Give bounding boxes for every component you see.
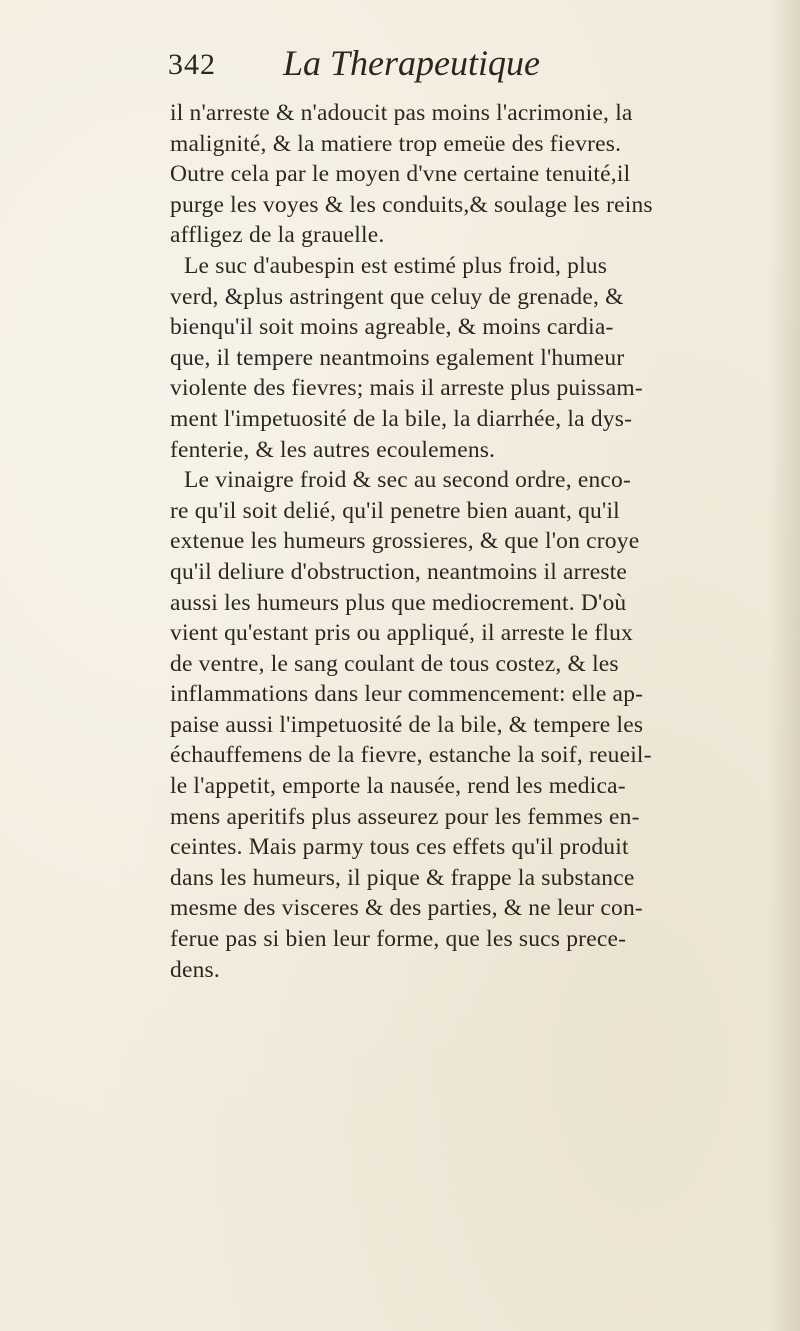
text-line: ferue pas si bien leur forme, que les sucs prece-	[170, 926, 627, 953]
text-line: ment l'impetuosité de la bile, la diarrhée, la dys-	[170, 405, 633, 432]
text-line: mesme des visceres & des parties, & ne leur con-	[170, 895, 643, 922]
text-line: verd, &plus astringent que celuy de grenade, &	[170, 283, 624, 310]
text-line: dens.	[170, 956, 220, 983]
text-line: ceintes. Mais parmy tous ces effets qu'il produit	[170, 834, 629, 861]
text-line: re qu'il soit delié, qu'il penetre bien auant, qu'il	[170, 497, 620, 524]
text-line: purge les voyes & les conduits,& soulage les reins	[170, 191, 653, 218]
text-line: que, il tempere neantmoins egalement l'humeur	[170, 344, 625, 371]
text-line: échauffemens de la fievre, estanche la soif, reueil-	[170, 742, 652, 769]
text-line: inflammations dans leur commencement: elle ap-	[170, 681, 644, 708]
text-line: aussi les humeurs plus que mediocrement. D'où	[170, 589, 627, 616]
text-line: bienqu'il soit moins agreable, & moins cardia-	[170, 314, 614, 341]
text-line: paise aussi l'impetuosité de la bile, & tempere les	[170, 711, 644, 738]
text-line: le l'appetit, emporte la nausée, rend les medica-	[170, 773, 626, 800]
text-line: Le suc d'aubespin est estimé plus froid, plus	[184, 252, 608, 279]
text-line: qu'il deliure d'obstruction, neantmoins il arreste	[170, 558, 628, 585]
text-line: violente des fievres; mais il arreste plus puissam-	[170, 375, 643, 402]
text-line: mens aperitifs plus asseurez pour les femmes en-	[170, 803, 640, 830]
text-line: malignité, & la matiere trop emeüe des fievres.	[170, 130, 622, 157]
text-line: de ventre, le sang coulant de tous costez, & les	[170, 650, 619, 677]
text-line: vient qu'estant pris ou appliqué, il arreste le flux	[170, 620, 633, 647]
page-number: 342	[168, 48, 216, 81]
text-line: Outre cela par le moyen d'vne certaine tenuité,il	[170, 161, 631, 188]
running-title: La Therapeutique	[283, 43, 540, 83]
text-line: dans les humeurs, il pique & frappe la substance	[170, 864, 635, 891]
text-line: fenterie, & les autres ecoulemens.	[170, 436, 496, 463]
text-line: Le vinaigre froid & sec au second ordre, enco-	[184, 467, 632, 494]
text-line: il n'arreste & n'adoucit pas moins l'acrimonie, la	[170, 100, 633, 126]
body-text	[170, 98, 790, 985]
text-line: affligez de la grauelle.	[170, 222, 385, 249]
text-line: extenue les humeurs grossieres, & que l'on croye	[170, 528, 640, 555]
page-header	[168, 42, 688, 98]
